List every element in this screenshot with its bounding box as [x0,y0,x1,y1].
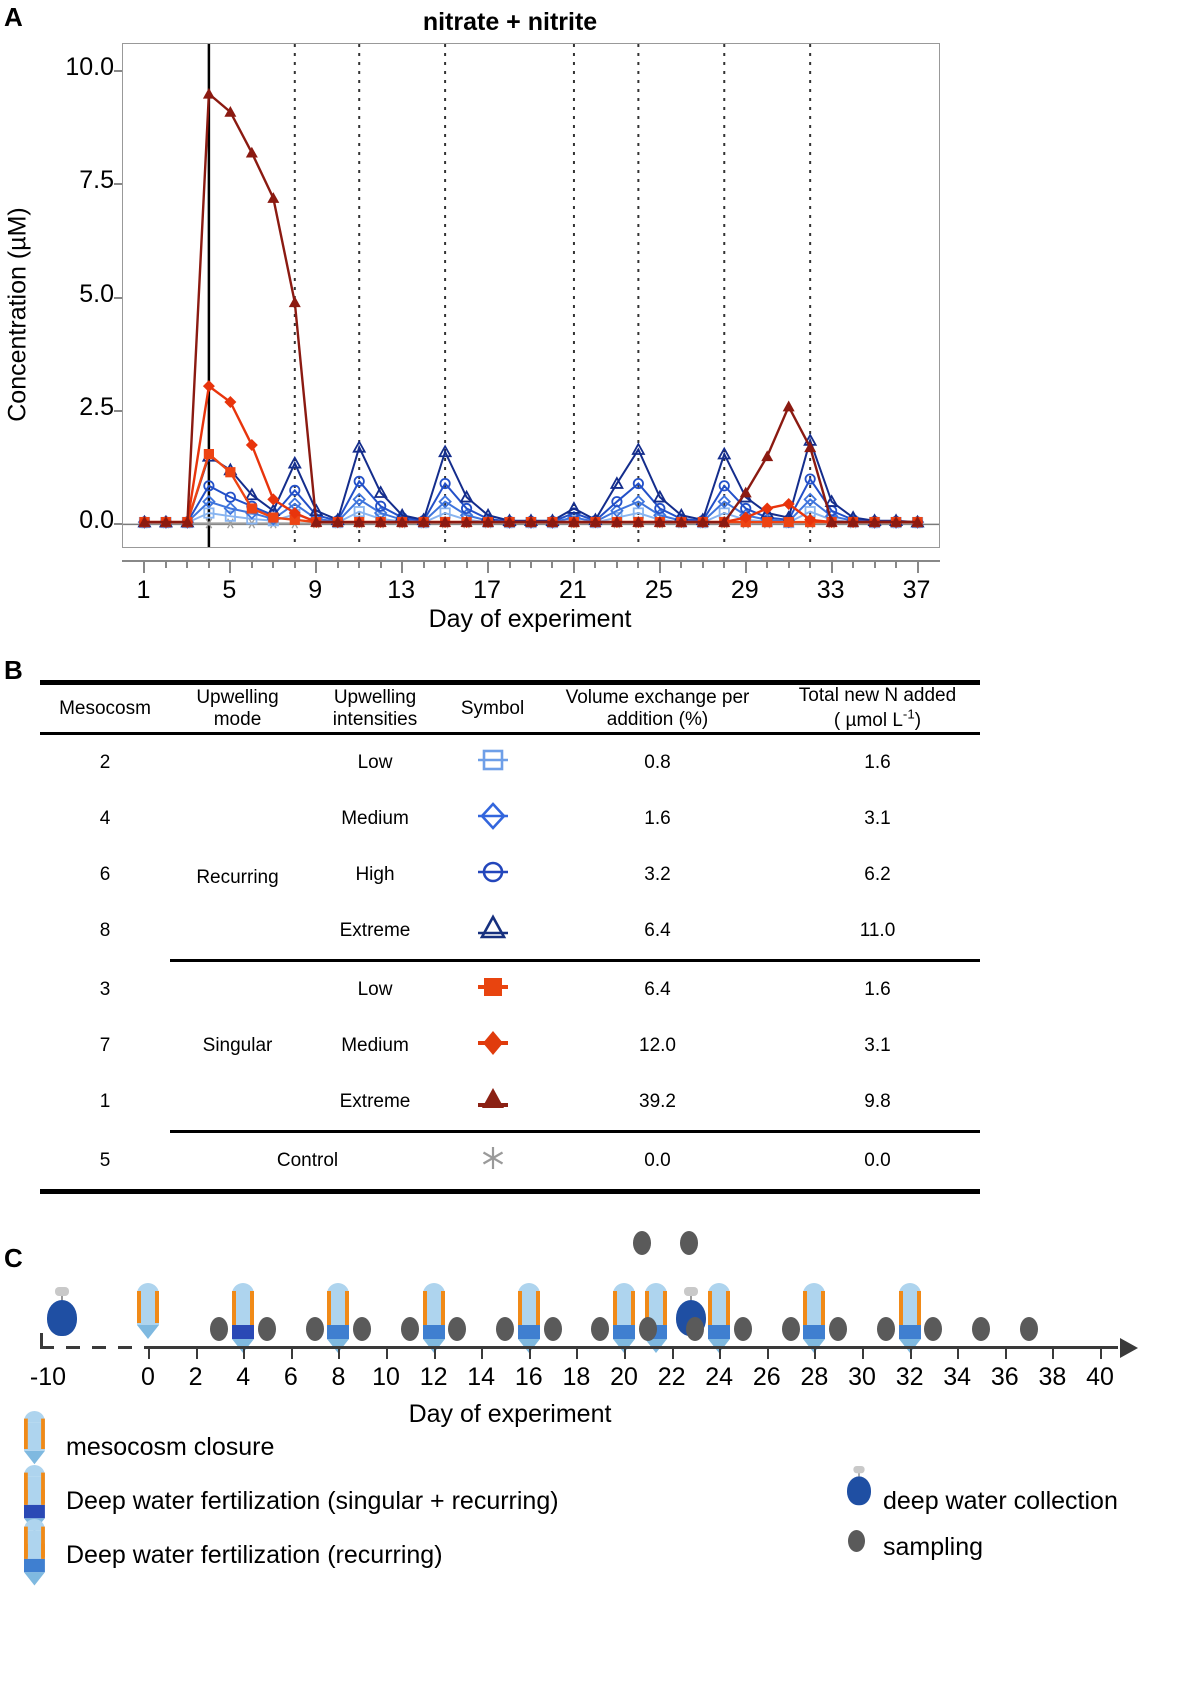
fertilization-recurring-icon [20,1541,56,1571]
cell-upwelling-intensity: Low [357,752,393,774]
x-tick-mark [466,562,468,568]
fertilization-recurring-icon [613,1283,635,1353]
cell-upwelling-mode [170,1074,305,1130]
x-tick-mark [573,562,575,573]
timeline-tick-label: 30 [848,1363,876,1391]
x-tick-mark [680,562,682,568]
cell-upwelling-mode: Singular [202,1035,273,1057]
timeline-tick-label: 4 [236,1363,251,1391]
fertilization-recurring-icon [803,1283,825,1353]
panel-a-letter: A [4,2,23,32]
table-row[interactable] [40,1133,980,1189]
x-tick-label: 17 [473,576,501,604]
header-upwelling-intensities [305,685,445,732]
circle-open-blue-icon [472,855,514,889]
cell-mesocosm: 5 [99,1150,111,1172]
header-symbol: Symbol [460,697,525,719]
cell-total-n: 6.2 [864,864,891,886]
timeline-tick [862,1346,864,1359]
header-upwelling-int-l1: Upwelling [333,686,417,708]
cell-symbol [445,1074,540,1130]
sampling-icon [782,1317,800,1341]
fertilization-recurring-icon [423,1283,445,1353]
x-tick-mark [852,562,854,568]
sampling-icon [353,1317,371,1341]
sampling-icon [306,1317,324,1341]
fertilization-recurring-icon [899,1283,921,1353]
x-tick-label: 21 [559,576,587,604]
header-upwelling-mode [170,685,305,732]
timeline-tick [386,1346,388,1359]
y-tick-mark [114,410,122,412]
x-tick-mark [294,562,296,568]
y-tick-label: 5.0 [79,279,114,308]
cell-upwelling-intensity: Extreme [339,1091,411,1113]
triangle-open-blue-dark-icon [472,911,514,945]
series-triangle-filled [138,88,923,527]
x-tick-mark [831,562,833,573]
cell-upwelling-intensity: Medium [341,808,409,830]
cell-mesocosm: 8 [99,920,111,942]
timeline-tick-label: 26 [752,1363,781,1391]
sampling-icon [972,1317,990,1341]
cell-volume-exchange: 0.8 [644,752,671,774]
x-tick-mark [272,562,274,568]
x-tick-label: 29 [730,576,759,604]
sampling-icon [448,1317,466,1341]
cell-symbol [445,1018,540,1074]
x-tick-mark [337,562,339,568]
y-tick-mark [114,70,122,72]
cell-volume-exchange: 39.2 [639,1091,676,1113]
x-tick-mark [659,562,661,573]
plot-area [122,43,940,548]
timeline-tick [196,1346,198,1359]
header-volume-exchange [540,685,775,732]
x-tick-label: 1 [136,576,151,604]
fertilization-recurring-icon [518,1283,540,1353]
timeline-x-label: Day of experiment [408,1400,612,1428]
timeline-tick [576,1346,578,1359]
cell-mesocosm: 6 [99,864,111,886]
panel-a-chart [0,0,1181,650]
square-filled-orange-icon [472,970,514,1004]
fertilization-recurring-icon [327,1283,349,1353]
y-axis-ticks [0,0,122,548]
cell-symbol [445,962,540,1018]
legend-label: Deep water fertilization (recurring) [66,1541,443,1569]
cell-total-n: 3.1 [864,1035,891,1057]
x-tick-mark [229,562,231,573]
header-upwelling-mode-l1: Upwelling [196,686,279,708]
sampling-icon [1020,1317,1038,1341]
timeline-tick-label: 14 [467,1363,496,1391]
x-tick-label: 25 [644,576,673,604]
timeline-tick-label: 10 [372,1363,400,1391]
x-tick-mark [788,562,790,568]
legend-label: Deep water fertilization (singular + recurring) [66,1487,559,1515]
x-tick-mark [616,562,618,568]
legend-item [845,1487,1118,1516]
x-tick-mark [509,562,511,568]
y-tick-label: 2.5 [79,393,114,422]
timeline-tick [814,1346,816,1359]
x-tick-mark [895,562,897,568]
sampling-icon [680,1231,698,1255]
mesocosm-closure-icon [20,1433,56,1463]
x-tick-mark [401,562,403,573]
y-tick-mark [114,183,122,185]
timeline-tick [910,1346,912,1359]
deep-water-collection-icon [845,1488,879,1516]
x-tick-mark [165,562,167,568]
timeline-tick-label: 2 [188,1363,203,1391]
x-axis-label: Day of experiment [428,605,632,633]
timeline-tick-label: 0 [141,1363,155,1391]
panel-b-letter: B [4,655,23,685]
x-tick-label: 33 [816,576,845,604]
timeline-tick-label: 18 [562,1363,591,1391]
timeline-tick-label: 40 [1086,1363,1114,1391]
sampling-icon [591,1317,609,1341]
timeline-tick-label: 24 [705,1363,734,1391]
sampling-icon [734,1317,752,1341]
mesocosm-table [40,680,980,1194]
x-tick-mark [423,562,425,568]
header-total-n-l1: Total new N added [798,685,957,706]
timeline-tick [1005,1346,1007,1359]
cell-volume-exchange: 12.0 [639,1035,676,1057]
x-tick-mark [530,562,532,568]
cell-total-n: 3.1 [864,808,891,830]
cell-upwelling-intensity: Medium [341,1035,409,1057]
x-tick-mark [380,562,382,568]
timeline-tick [767,1346,769,1359]
deep-water-collection-icon [47,1287,77,1336]
sampling-icon [845,1534,879,1562]
cell-symbol [445,1133,540,1189]
chart-title: nitrate + nitrite [422,8,598,36]
x-tick-mark [143,562,145,573]
cell-total-n: 0.0 [864,1150,891,1172]
timeline-tick-label: 28 [800,1363,829,1391]
cell-upwelling-intensity: Extreme [339,920,411,942]
timeline-tick [624,1346,626,1359]
timeline-tick-label: 8 [331,1363,346,1391]
cell-volume-exchange: 1.6 [644,808,671,830]
timeline-tick-label: 12 [419,1363,448,1391]
x-tick-label: 5 [222,576,237,604]
cell-mesocosm: 2 [99,752,111,774]
timeline-tick-label: 20 [610,1363,638,1391]
x-tick-mark [444,562,446,568]
legend-label: deep water collection [883,1487,1118,1515]
plot-svg [123,44,939,547]
timeline-tick [1100,1346,1102,1359]
diamond-filled-orange-icon [472,1026,514,1060]
legend-item [20,1487,559,1517]
header-total-n-l2: ( µmol $L^{-1}$) [833,706,922,732]
cell-total-n: 1.6 [864,752,891,774]
cell-upwelling-mode [170,903,305,959]
header-volume-l1: Volume exchange per [565,686,750,708]
cell-symbol [445,791,540,847]
cell-volume-exchange: 6.4 [644,920,671,942]
timeline-tick [291,1346,293,1359]
cell-volume-exchange: 3.2 [644,864,671,886]
table-bottom-rule [40,1189,980,1194]
cell-upwelling-mode: Recurring [196,867,279,889]
cell-mesocosm: 4 [99,808,111,830]
table-row[interactable] [40,735,980,791]
header-total-n [775,685,980,732]
sampling-icon [924,1317,942,1341]
sampling-icon [686,1317,704,1341]
x-tick-label: 13 [387,576,416,604]
timeline-tick-label: 36 [990,1363,1019,1391]
timeline-dashed-segment [40,1346,146,1349]
asterisk-gray-icon [472,1141,514,1175]
fertilization-singular-recurring-icon [20,1487,56,1517]
panel-c-timeline [0,1215,1181,1701]
x-tick-mark [637,562,639,568]
legend-label: mesocosm closure [66,1433,275,1461]
table-header-row [40,685,980,732]
sampling-icon [401,1317,419,1341]
cell-symbol [445,903,540,959]
timeline-tick-label: 6 [283,1363,298,1391]
cell-symbol [445,847,540,903]
y-tick-mark [114,297,122,299]
cell-symbol [445,735,540,791]
table-row[interactable] [40,903,980,959]
x-tick-mark [186,562,188,568]
cell-upwelling-intensity: High [355,864,395,886]
timeline-arrow-icon [1120,1338,1138,1358]
cell-mesocosm: 7 [99,1035,111,1057]
timeline-tick [719,1346,721,1359]
y-axis-label: Concentration (µM) [3,207,32,422]
x-tick-mark [702,562,704,568]
table-row[interactable] [40,962,980,1018]
x-tick-mark [251,562,253,568]
timeline-tick-label: 38 [1038,1363,1067,1391]
sampling-icon [496,1317,514,1341]
x-tick-mark [766,562,768,568]
y-tick-mark [114,523,122,525]
timeline-tick-label: 22 [657,1363,686,1391]
timeline-tick [434,1346,436,1359]
timeline-tick [481,1346,483,1359]
timeline-tick [338,1346,340,1359]
header-upwelling-int-l2: intensities [332,708,418,730]
x-tick-mark [594,562,596,568]
legend-item [845,1533,983,1562]
x-tick-mark [208,562,210,568]
panel-c-letter: C [4,1243,23,1273]
timeline-tick-label: -10 [29,1363,67,1391]
timeline-tick [672,1346,674,1359]
x-tick-mark [551,562,553,568]
table-row[interactable] [40,1018,980,1074]
x-tick-label: 37 [902,576,931,604]
x-tick-mark [315,562,317,573]
sampling-icon [258,1317,276,1341]
y-tick-label: 10.0 [65,53,114,82]
triangle-filled-darkred-icon [472,1082,514,1116]
table-body [40,735,980,1189]
header-total-n-sup: -1 [902,706,915,722]
legend-item [20,1433,274,1463]
timeline-tick [529,1346,531,1359]
timeline-tick [148,1346,150,1359]
fertilization-singular-recurring-icon [232,1283,254,1353]
timeline-tick-label: 16 [514,1363,543,1391]
x-tick-mark [487,562,489,573]
x-tick-label: 9 [308,576,323,604]
header-upwelling-mode-l2: mode [213,708,262,730]
fertilization-recurring-icon [708,1283,730,1353]
cell-total-n: 1.6 [864,979,891,1001]
cell-upwelling-mode: Control [276,1150,339,1172]
table-row[interactable] [40,791,980,847]
x-tick-mark [723,562,725,568]
x-tick-mark [358,562,360,568]
cell-volume-exchange: 0.0 [644,1150,671,1172]
header-volume-l2: addition (%) [606,708,709,730]
cell-mesocosm: 3 [99,979,111,1001]
cell-upwelling-intensity: Low [357,979,393,1001]
cell-total-n: 11.0 [859,920,896,942]
mesocosm-closure-icon [137,1283,159,1339]
panel-b-table [0,655,1181,1210]
timeline-tick [1052,1346,1054,1359]
square-open-blue-light-icon [472,743,514,777]
sampling-icon [877,1317,895,1341]
cell-volume-exchange: 6.4 [644,979,671,1001]
timeline-tick-label: 34 [943,1363,972,1391]
sampling-icon [633,1231,651,1255]
x-tick-mark [874,562,876,568]
x-tick-mark [809,562,811,568]
y-tick-label: 7.5 [79,166,114,195]
y-tick-label: 0.0 [79,506,114,535]
sampling-icon [829,1317,847,1341]
timeline-tick [243,1346,245,1359]
x-tick-mark [745,562,747,573]
diamond-open-blue-icon [472,799,514,833]
sampling-icon [639,1317,657,1341]
cell-upwelling-mode [170,735,305,791]
timeline-tick [957,1346,959,1359]
sampling-icon [544,1317,562,1341]
cell-upwelling-mode [170,962,305,1018]
table-row[interactable] [40,1074,980,1130]
cell-mesocosm: 1 [99,1091,111,1113]
header-mesocosm: Mesocosm [59,697,151,719]
x-tick-mark [917,562,919,573]
legend-item [20,1541,443,1571]
timeline-tick-label: 32 [895,1363,924,1391]
sampling-icon [210,1317,228,1341]
cell-total-n: 9.8 [864,1091,891,1113]
legend-label: sampling [883,1533,984,1561]
